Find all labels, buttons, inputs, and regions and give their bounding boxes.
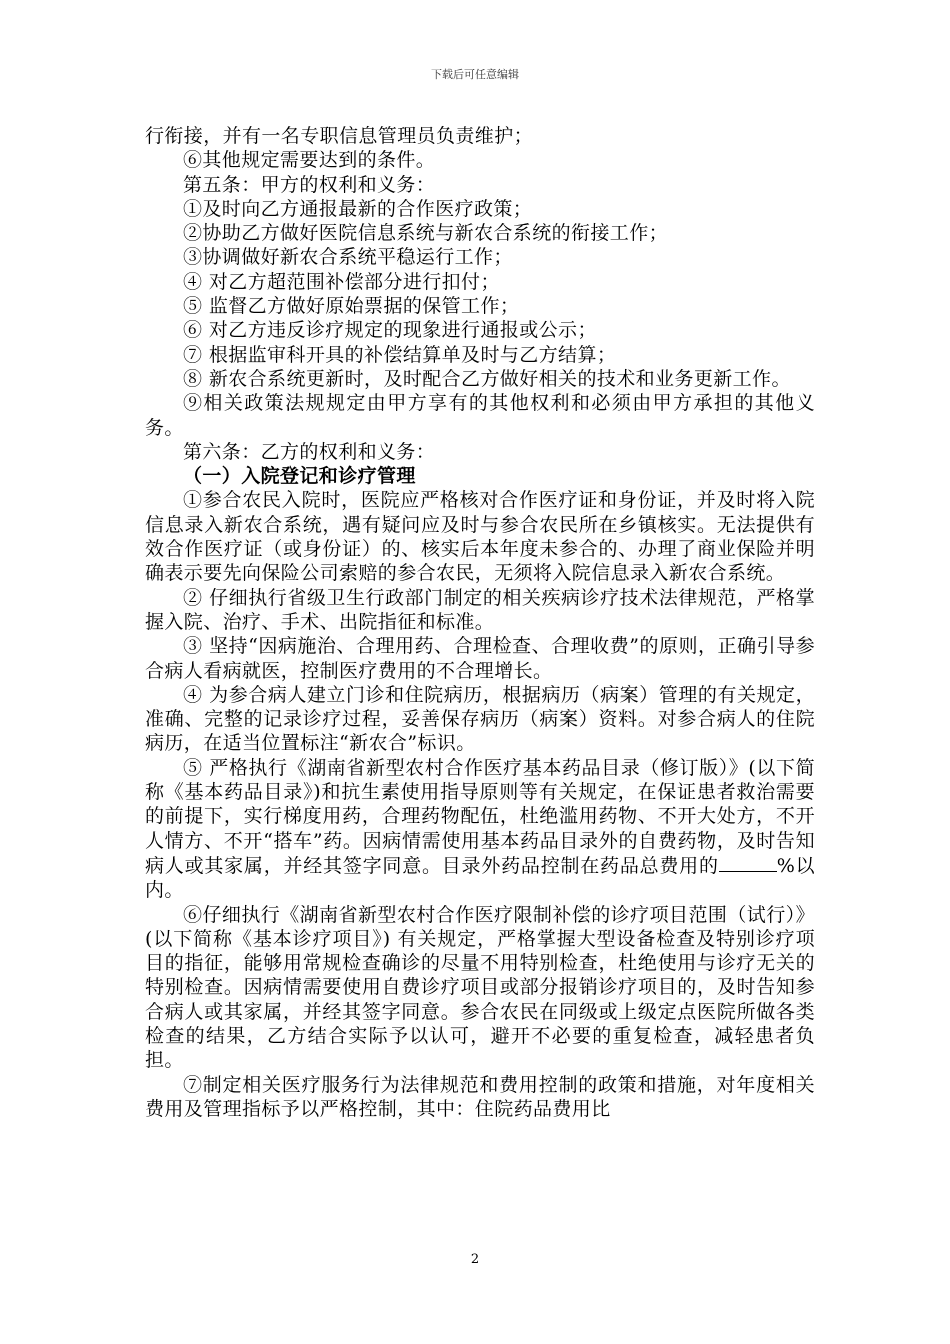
list-item: ①参合农民入院时，医院应严格核对合作医疗证和身份证，并及时将入院信息录入新农合系统，遇有疑问应及时与参合农民所在乡镇核实。无法提供有效合作医疗证（或身份证）的、核实后本年度未参合的、办理了商业保险并明确表示要先向保险公司索赔的参合农民，无须将入院信息录入新农合系统。 — [145, 489, 815, 585]
page-number: 2 — [470, 1252, 480, 1267]
section-heading: （一）入院登记和诊疗管理 — [183, 465, 416, 488]
page-header: 下载后可任意编辑 — [431, 68, 519, 81]
paragraph: ⑥其他规定需要达到的条件。 — [183, 149, 436, 172]
list-item: ④ 为参合病人建立门诊和住院病历，根据病历（病案）管理的有关规定，准确、完整的记录诊疗过程，妥善保存病历（病案）资料。对参合病人的住院病历，在适当位置标注“新农合”标识。 — [145, 683, 815, 755]
list-item: ⑤ 监督乙方做好原始票据的保管工作； — [183, 295, 520, 318]
list-item: ①及时向乙方通报最新的合作医疗政策； — [183, 197, 533, 220]
list-item: ③ 坚持“因病施治、合理用药、合理检查、合理收费”的原则，正确引导参合病人看病就医，控制医疗费用的不合理增长。 — [145, 635, 815, 682]
list-item-text: %以内。 — [145, 854, 815, 902]
list-item: ③协调做好新农合系统平稳运行工作； — [183, 246, 513, 269]
paragraph: 行衔接，并有一名专职信息管理员负责维护； — [145, 125, 534, 147]
list-item: ⑥仔细执行《湖南省新型农村合作医疗限制补偿的诊疗项目范围（试行）》(以下简称《基本诊疗项目》) 有关规定，严格掌握大型设备检查及特别诊疗项目的指征，能够用常规检查确诊的尽量不用特别检查，杜绝使用与诊疗无关的特别检查。因病情需要使用自费诊疗项目或部分报销诊疗项目的，及时告知参合病人或其家属，并经其签字同意。参合农民在同级或上级定点医院所做各类检查的结果，乙方结合实际予以认可，避开不必要的重复检查，减轻患者负担。 — [145, 903, 815, 1072]
list-item: ⑦ 根据监审科开具的补偿结算单及时与乙方结算； — [183, 343, 617, 366]
article-heading: 第五条：甲方的权利和义务： — [183, 173, 436, 196]
list-item: ⑦制定相关医疗服务行为法律规范和费用控制的政策和措施，对年度相关费用及管理指标予以严格控制，其中：住院药品费用比 — [145, 1073, 815, 1120]
list-item: ④ 对乙方超范围补偿部分进行扣付； — [183, 270, 500, 293]
list-item — [145, 756, 815, 903]
list-item: ② 仔细执行省级卫生行政部门制定的相关疾病诊疗技术法律规范，严格掌握入院、治疗、手术、出院指征和标准。 — [145, 586, 815, 633]
list-item: ⑨相关政策法规规定由甲方享有的其他权利和必须由甲方承担的其他义务。 — [145, 392, 815, 439]
list-item: ②协助乙方做好医院信息系统与新农合系统的衔接工作； — [183, 222, 669, 245]
article-heading: 第六条：乙方的权利和义务： — [183, 440, 436, 463]
fill-in-blank — [719, 853, 777, 872]
document-body — [145, 124, 815, 1121]
list-item: ⑧ 新农合系统更新时，及时配合乙方做好相关的技术和业务更新工作。 — [183, 367, 791, 390]
list-item-text: ⑤ 严格执行《湖南省新型农村合作医疗基本药品目录（修订版）》(以下简称《基本药品目录》)和抗生素使用指导原则等有关规定，在保证患者救治需要的前提下，实行梯度用药，合理药物配伍，杜绝滥用药物、不开大处方，不开人情方、不开“搭车”药。因病情需使用基本药品目录外的自费药物，及时告知病人或其家属，并经其签字同意。目录外药品控制在药品总费用的 — [145, 756, 815, 877]
list-item: ⑥ 对乙方违反诊疗规定的现象进行通报或公示； — [183, 319, 597, 342]
